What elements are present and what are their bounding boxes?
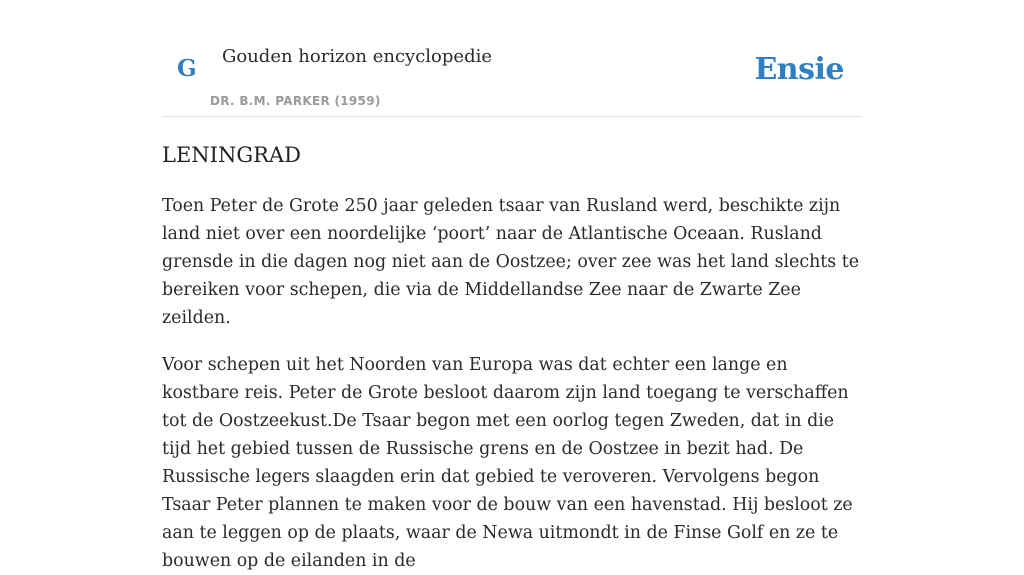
book-initial-badge[interactable]: G <box>177 55 197 82</box>
article-content <box>162 140 862 575</box>
page-header <box>162 0 862 117</box>
article-paragraph: Voor schepen uit het Noorden van Europa was dat echter een lange en kostbare reis. Peter de Grote besloot daarom zijn land toegang te verschaffen tot de Oostzeekust.De Tsaar begon met een oorlog tegen Zweden, dat in die tijd het gebied tussen de Russische grens en de Oostzee in bezit had. De Russische legers slaagden erin dat gebied te veroveren. Vervolgens begon Tsaar Peter plannen te maken voor de bouw van een havenstad. Hij besloot ze aan te leggen op de plaats, waar de Newa uitmondt in de Finse Golf en ze te bouwen op de eilanden in de <box>162 355 853 571</box>
ensie-logo-link[interactable]: Ensie <box>754 52 844 87</box>
book-author: DR. B.M. PARKER (1959) <box>210 94 381 108</box>
article-paragraph: Toen Peter de Grote 250 jaar geleden tsaar van Rusland werd, beschikte zijn land niet over een noordelijke ‘poort’ naar de Atlantische Oceaan. Rusland grensde in die dagen nog niet aan de Oostzee; over zee was het land slechts te bereiken voor schepen, die via de Middellandse Zee naar de Zwarte Zee zeilden. <box>162 196 860 328</box>
article-title: LENINGRAD <box>162 143 301 167</box>
book-title-link[interactable]: Gouden horizon encyclopedie <box>222 46 492 67</box>
